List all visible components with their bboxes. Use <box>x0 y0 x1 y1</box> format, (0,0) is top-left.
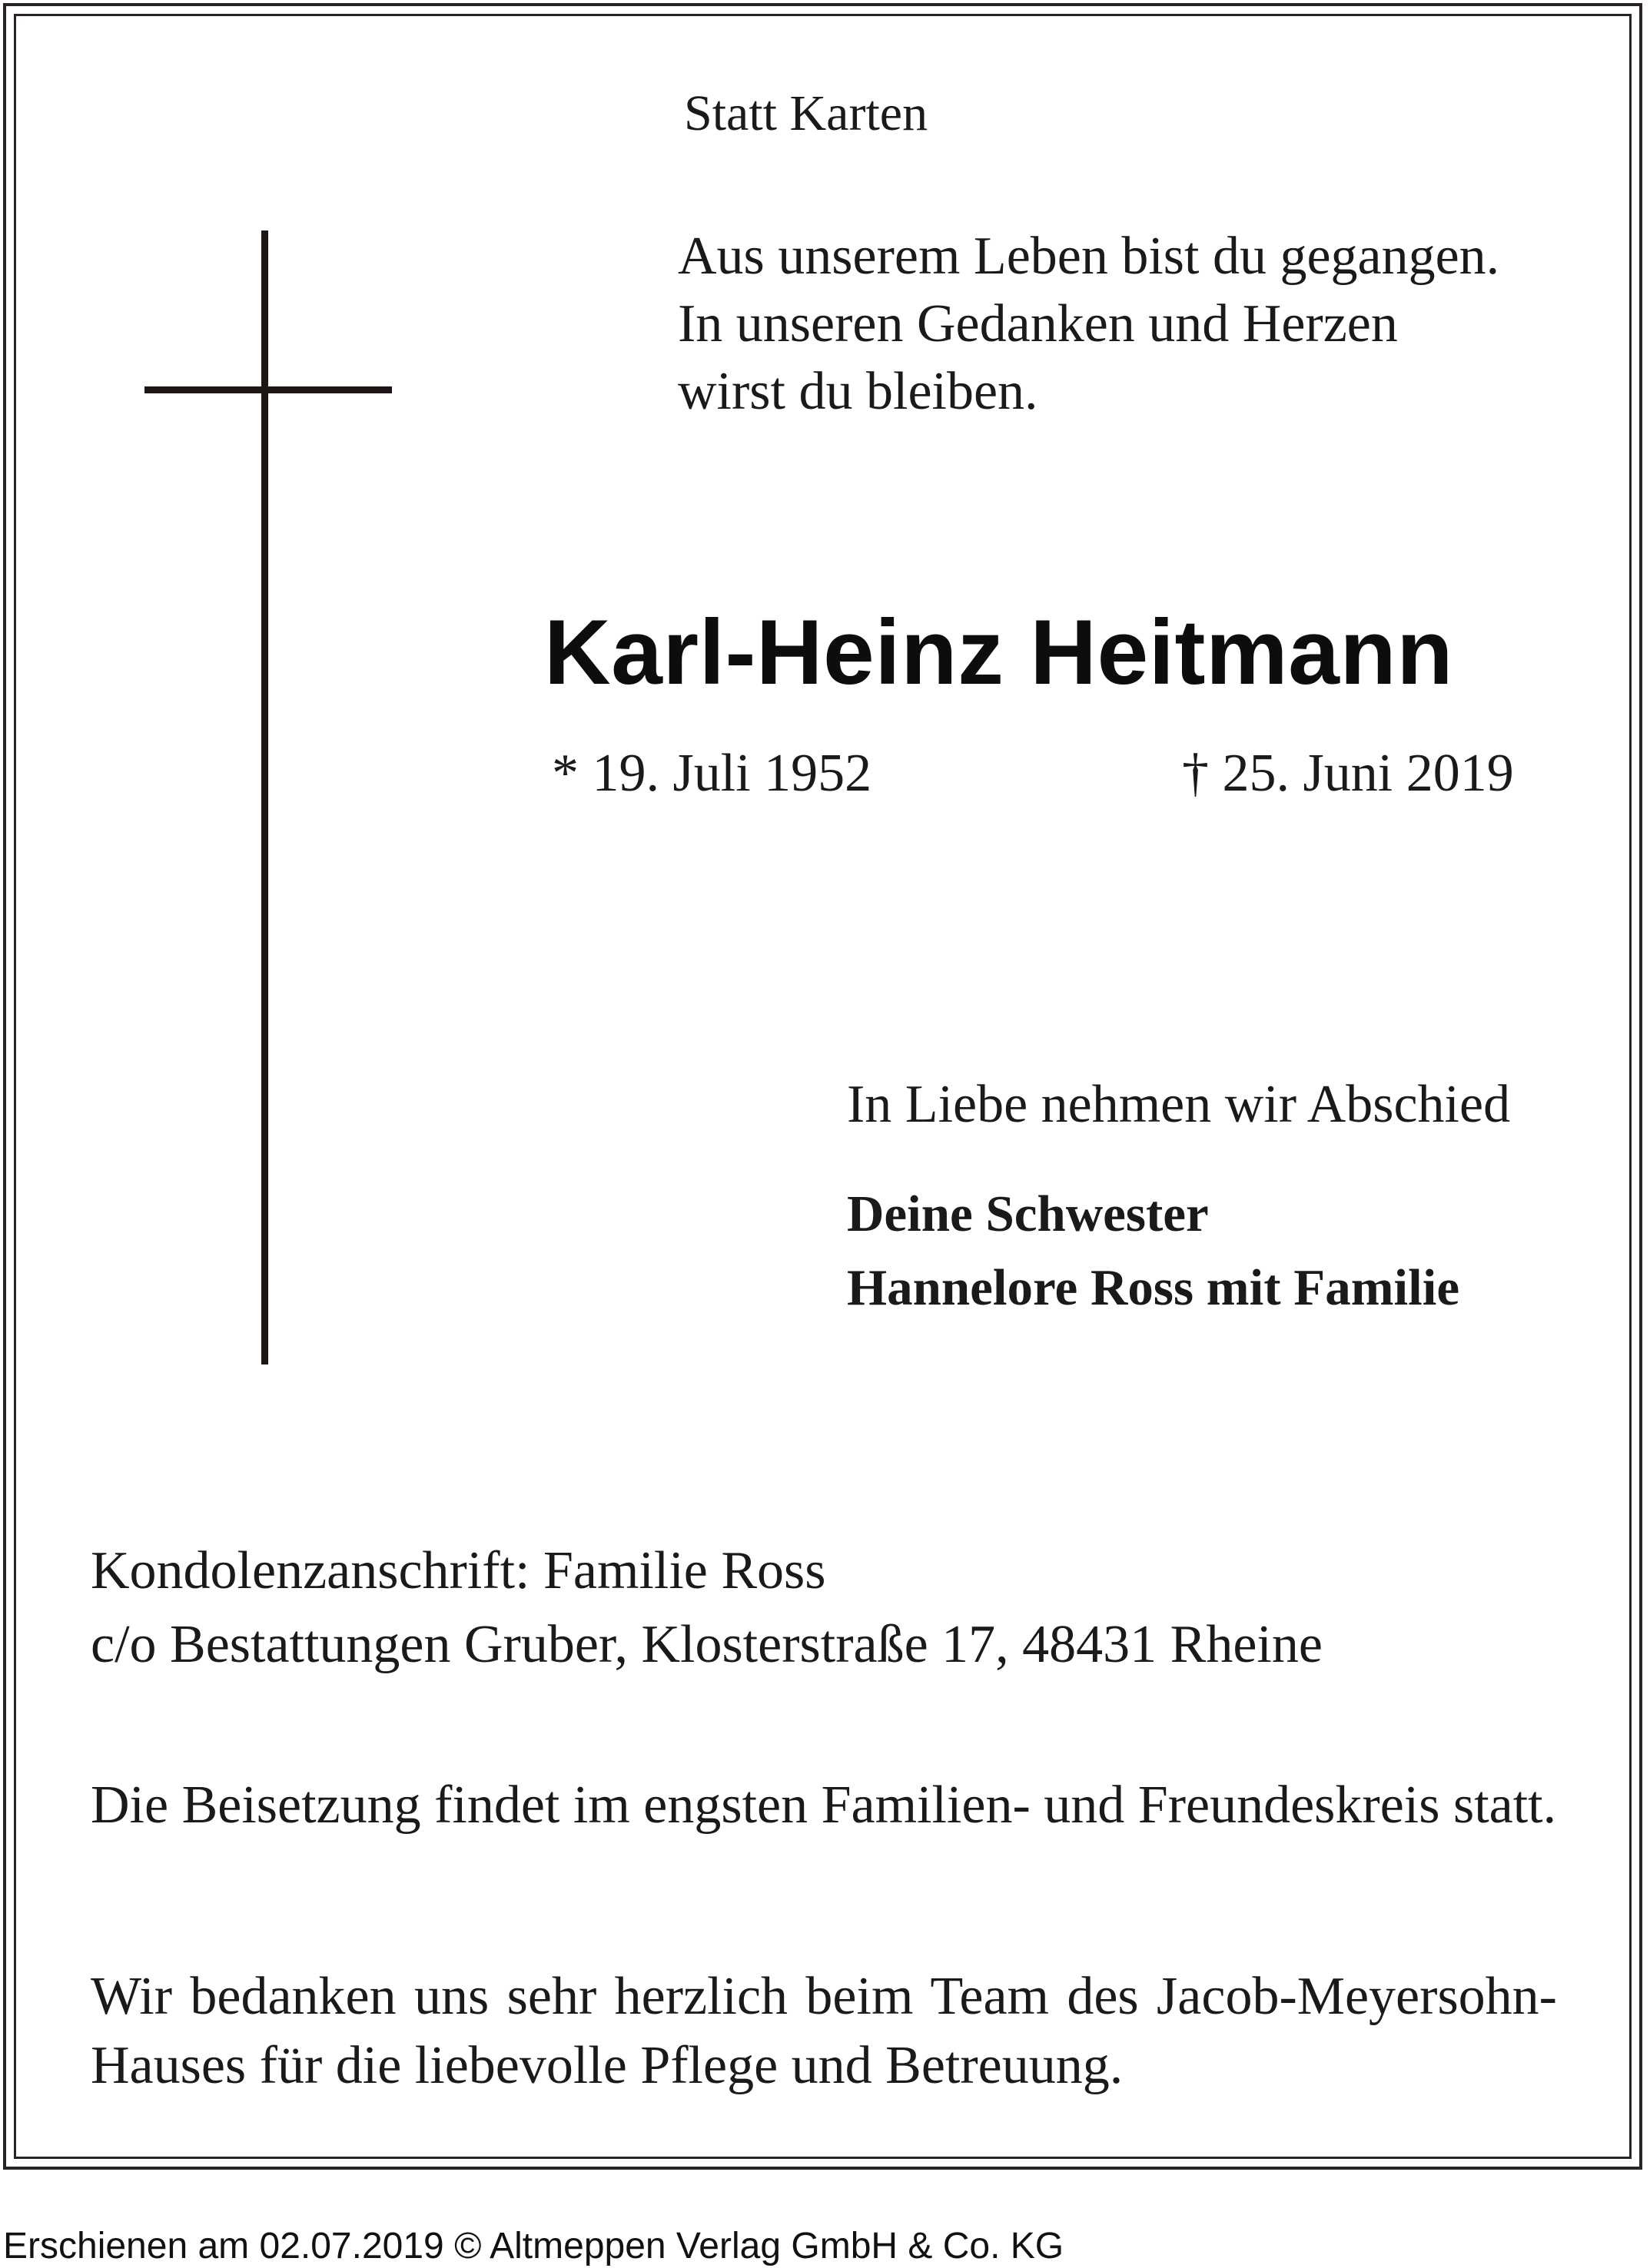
condolence-address <box>91 1534 1323 1682</box>
condolence-line: Kondolenzanschrift: Familie Ross <box>91 1541 826 1600</box>
deceased-name: Karl-Heinz Heitmann <box>544 601 1454 704</box>
death-date: † 25. Juni 2019 <box>1182 744 1514 803</box>
quote-line: In unseren Gedanken und Herzen <box>678 294 1398 353</box>
publication-footer: Erschienen am 02.07.2019 © Altmeppen Verlag GmbH & Co. KG <box>3 2226 1064 2266</box>
memorial-quote <box>678 223 1499 426</box>
birth-date: * 19. Juli 1952 <box>552 744 872 803</box>
burial-paragraph: Die Beisetzung findet im engsten Familien- und Freundeskreis statt. <box>91 1776 1557 1835</box>
cross-icon-vertical-bar <box>261 230 268 1364</box>
cross-icon-horizontal-bar <box>144 386 392 393</box>
mourners-signature <box>847 1177 1459 1325</box>
mourner-line: Hannelore Ross mit Familie <box>847 1259 1460 1316</box>
thanks-paragraph: Wir bedanken uns sehr herzlich beim Team des Jacob-Meyersohn-Hauses für die liebevolle Pflege und Betreuung. <box>91 1967 1557 2095</box>
farewell-line: In Liebe nehmen wir Abschied <box>847 1075 1511 1134</box>
quote-line: wirst du bleiben. <box>678 362 1038 421</box>
header-statt-karten: Statt Karten <box>684 85 928 141</box>
condolence-line: c/o Bestattungen Gruber, Klosterstraße 17, 48431 Rheine <box>91 1615 1323 1674</box>
mourner-line: Deine Schwester <box>847 1185 1209 1242</box>
quote-line: Aus unserem Leben bist du gegangen. <box>678 227 1500 286</box>
